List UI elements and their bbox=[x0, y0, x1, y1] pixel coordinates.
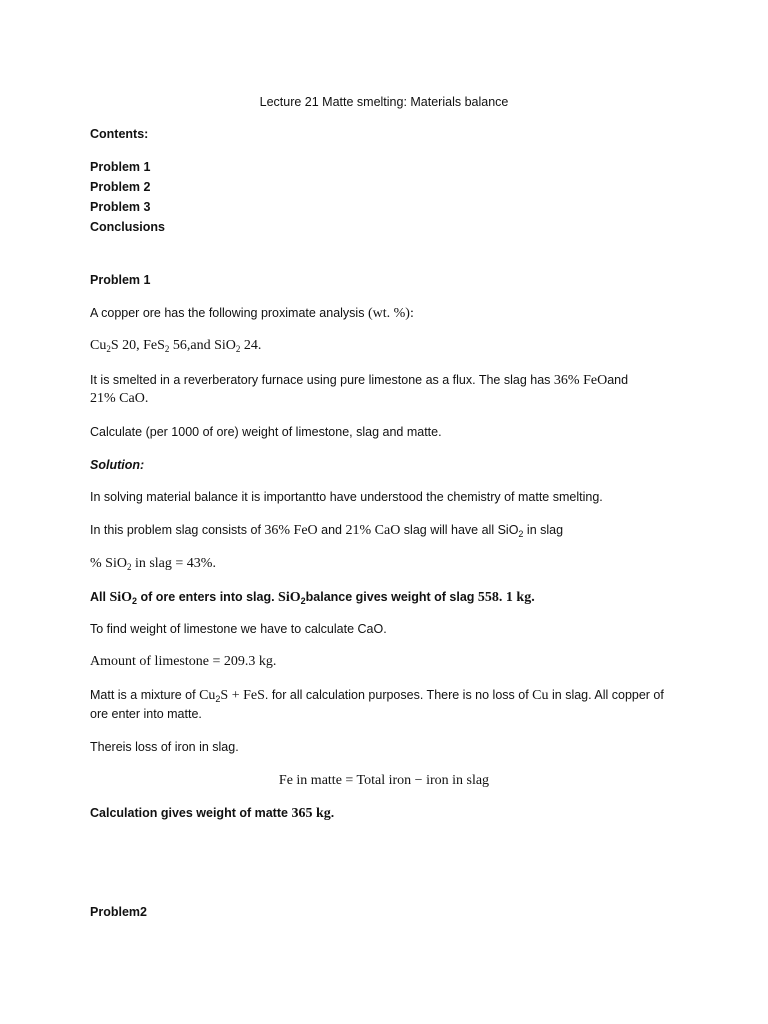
slag-text-c: and bbox=[317, 523, 346, 537]
slag-composition-line bbox=[90, 520, 563, 541]
slag-text-e: slag will have all SiO bbox=[400, 523, 519, 537]
all-sio-c: of ore enters into slag. bbox=[137, 590, 279, 604]
page-title: Lecture 21 Matte smelting: Materials balance bbox=[259, 95, 509, 109]
contents-item-problem-3: Problem 3 bbox=[90, 200, 151, 214]
fe-equation: Fe in matte = Total iron − iron in slag bbox=[278, 773, 490, 788]
smelt-feo: 36% FeO bbox=[553, 373, 608, 388]
matte-weight-c: . bbox=[330, 806, 335, 820]
matte-composition-line-2: ore enter into matte. bbox=[90, 707, 202, 721]
iron-loss-line: Thereis loss of iron in slag. bbox=[90, 740, 239, 754]
smelt-line-2: 21% CaO. bbox=[90, 391, 149, 406]
cu-symbol: Cu bbox=[90, 338, 107, 353]
sio-pct-a: % SiO bbox=[90, 556, 127, 571]
matt-sub: 2 bbox=[215, 694, 221, 704]
ore-analysis-intro bbox=[90, 303, 414, 324]
limestone-line: To find weight of limestone we have to calculate CaO. bbox=[90, 622, 387, 636]
smelt-line-1 bbox=[90, 370, 628, 391]
slag-text-f: in slag bbox=[523, 523, 564, 537]
matte-weight-value: 365 kg bbox=[291, 806, 331, 821]
matte-composition-line-1 bbox=[90, 685, 664, 706]
all-sio-sub2: 2 bbox=[300, 596, 306, 606]
sio2-balance-line bbox=[90, 587, 535, 608]
slag-feo: 36% FeO bbox=[264, 523, 318, 538]
all-sio-d: SiO bbox=[278, 590, 301, 605]
smelt-and: and bbox=[607, 373, 629, 387]
calculate-line: Calculate (per 1000 of ore) weight of limestone, slag and matte. bbox=[90, 425, 442, 439]
slag-weight: 558. 1 kg. bbox=[477, 590, 535, 605]
fes-subscript: 2 bbox=[164, 344, 170, 354]
matt-f: in slag. All copper of bbox=[548, 688, 664, 702]
problem-1-heading: Problem 1 bbox=[90, 273, 151, 287]
cu-value: S 20, FeS bbox=[110, 338, 165, 353]
fes-value: 56,and SiO bbox=[169, 338, 236, 353]
sio-subscript: 2 bbox=[235, 344, 241, 354]
sio2-percent-line bbox=[90, 554, 216, 574]
contents-item-problem-1: Problem 1 bbox=[90, 160, 151, 174]
matt-cu: Cu bbox=[199, 688, 216, 703]
sio-pct-b: in slag = 43%. bbox=[131, 556, 216, 571]
all-sio-b: SiO bbox=[109, 590, 133, 605]
contents-heading: Contents: bbox=[90, 127, 149, 141]
matt-d: . for all calculation purposes. There is no loss of bbox=[264, 688, 533, 702]
matte-weight-line bbox=[90, 803, 334, 824]
limestone-amount: Amount of limestone = 209.3 kg. bbox=[90, 654, 277, 669]
slag-cao: 21% CaO bbox=[345, 523, 401, 538]
sio-pct-sub: 2 bbox=[126, 562, 132, 572]
solution-label: Solution: bbox=[90, 458, 145, 472]
matte-weight-a: Calculation gives weight of matte bbox=[90, 806, 292, 820]
matt-cu-2: Cu bbox=[532, 688, 549, 703]
sio-value: 24. bbox=[240, 338, 262, 353]
ore-analysis-values bbox=[90, 336, 261, 356]
all-sio-e: balance gives weight of slag bbox=[305, 590, 478, 604]
slag-sio-sub: 2 bbox=[518, 529, 524, 539]
all-sio-a: All bbox=[90, 590, 110, 604]
smelt-text: It is smelted in a reverberatory furnace using pure limestone as a flux. The slag has bbox=[90, 373, 554, 387]
matt-fes: S + FeS bbox=[220, 688, 265, 703]
slag-text-a: In this problem slag consists of bbox=[90, 523, 265, 537]
intro-text: A copper ore has the following proximate analysis bbox=[90, 306, 365, 320]
cu-subscript: 2 bbox=[106, 344, 111, 354]
problem-2-heading: Problem2 bbox=[90, 905, 147, 919]
matt-a: Matt is a mixture of bbox=[90, 688, 200, 702]
contents-item-problem-2: Problem 2 bbox=[90, 180, 151, 194]
intro-unit: (wt. %): bbox=[367, 306, 414, 321]
contents-item-conclusions: Conclusions bbox=[90, 220, 166, 234]
chemistry-line: In solving material balance it is importantto have understood the chemistry of matte smelting. bbox=[90, 490, 603, 504]
all-sio-sub: 2 bbox=[132, 596, 138, 606]
